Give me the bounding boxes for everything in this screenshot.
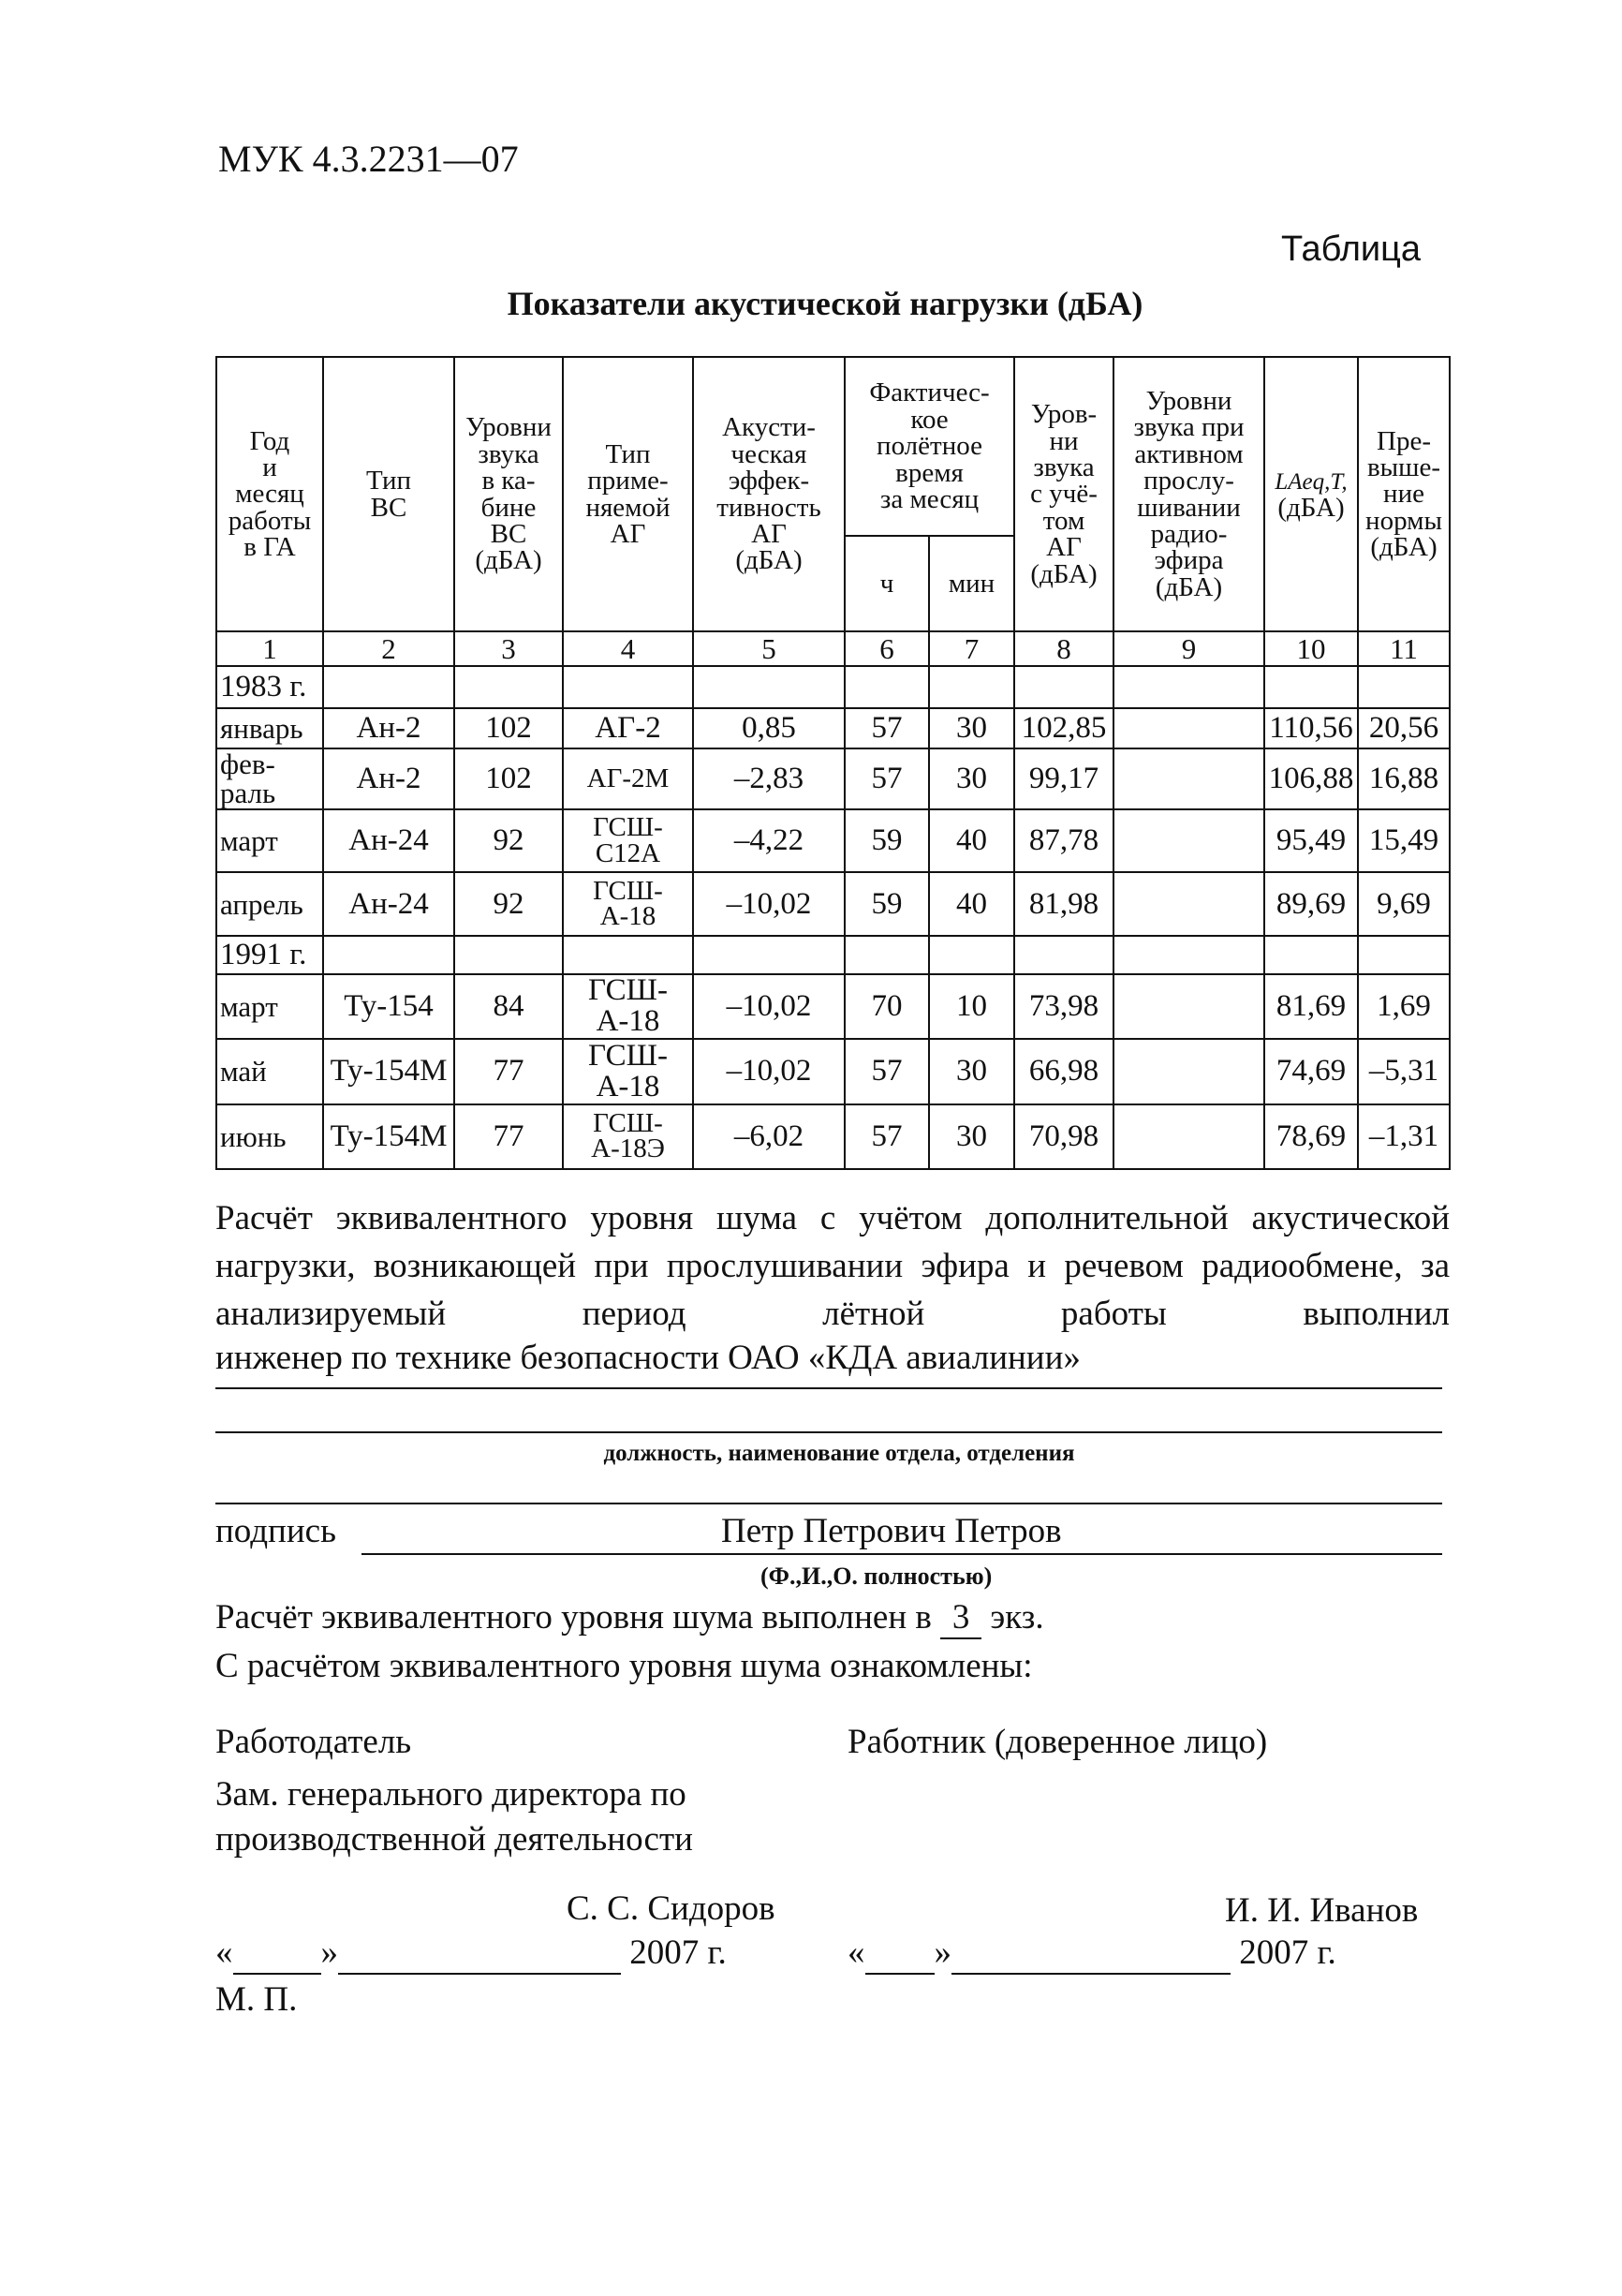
column-number: 5 (693, 631, 845, 666)
copies-line (215, 1597, 1044, 1639)
header-flight-time: Фактичес- кое полётное время за месяц (845, 357, 1014, 536)
laeq-symbol: LAeq,T, (1275, 469, 1348, 496)
header-row (216, 357, 1450, 536)
header-hours: ч (845, 536, 929, 631)
employee-date (848, 1933, 1336, 1975)
cell-min: 40 (929, 872, 1014, 935)
cell-active (1113, 974, 1264, 1039)
cell-excess: –1,31 (1358, 1104, 1450, 1169)
cell-headset: АГ-2 (563, 708, 693, 748)
cell-level: 102,85 (1014, 708, 1113, 748)
year-row-1991 (216, 936, 1450, 974)
cell-month: май (216, 1039, 323, 1104)
cell-cabin: 92 (454, 809, 563, 872)
cell-excess: 9,69 (1358, 872, 1450, 935)
header-year-month: Год и месяц работы в ГА (216, 357, 323, 631)
cell-month: январь (216, 708, 323, 748)
employer-position-2: производственной деятельности (215, 1820, 693, 1859)
table-row (216, 974, 1450, 1039)
cell-excess: 20,56 (1358, 708, 1450, 748)
column-number: 10 (1264, 631, 1358, 666)
header-active-listening: Уровни звука при активном прослу- шивании радио- эфира (дБА) (1113, 357, 1264, 631)
employer-month-blank (338, 1933, 621, 1975)
cell-headset: АГ-2М (563, 748, 693, 809)
year-1991: 1991 г. (216, 936, 323, 974)
cell-active (1113, 708, 1264, 748)
table-label: Таблица (1281, 230, 1421, 269)
cell-headset: ГСШ-А-18 (563, 872, 693, 935)
cell-effect: –10,02 (693, 1039, 845, 1104)
cell-h: 57 (845, 708, 929, 748)
performer-text: инженер по технике безопасности ОАО «КДА авиалинии» (215, 1339, 1081, 1377)
cell-headset: ГСШ-А-18Э (563, 1104, 693, 1169)
cell-laeq: 95,49 (1264, 809, 1358, 872)
column-number: 4 (563, 631, 693, 666)
position-line (215, 1431, 1442, 1433)
header-minutes: мин (929, 536, 1014, 631)
cell-month: фев-раль (216, 748, 323, 809)
cell-laeq: 89,69 (1264, 872, 1358, 935)
rows-1983 (216, 708, 1450, 936)
cell-effect: –2,83 (693, 748, 845, 809)
cell-h: 70 (845, 974, 929, 1039)
cell-level: 81,98 (1014, 872, 1113, 935)
cell-active (1113, 809, 1264, 872)
table-row (216, 1039, 1450, 1104)
cell-month: июнь (216, 1104, 323, 1169)
cell-level: 66,98 (1014, 1039, 1113, 1104)
employee-name: И. И. Иванов (1225, 1891, 1419, 1930)
table-title: Показатели акустической нагрузки (дБА) (507, 285, 1143, 322)
table-row (216, 748, 1450, 809)
cell-laeq: 106,88 (1264, 748, 1358, 809)
cell-cabin: 102 (454, 748, 563, 809)
employer-name: С. С. Сидоров (567, 1889, 775, 1928)
employer-day-blank (233, 1933, 321, 1975)
cell-laeq: 74,69 (1264, 1039, 1358, 1104)
cell-effect: –10,02 (693, 974, 845, 1039)
cell-active (1113, 1039, 1264, 1104)
cell-excess: –5,31 (1358, 1039, 1450, 1104)
cell-effect: –6,02 (693, 1104, 845, 1169)
cell-excess: 16,88 (1358, 748, 1450, 809)
cell-excess: 1,69 (1358, 974, 1450, 1039)
column-number: 1 (216, 631, 323, 666)
cell-month: март (216, 974, 323, 1039)
cell-active (1113, 872, 1264, 935)
column-number: 3 (454, 631, 563, 666)
cell-aircraft: Ту-154М (323, 1039, 454, 1104)
cell-headset: ГСШ-С12А (563, 809, 693, 872)
copies-prefix: Расчёт эквивалентного уровня шума выполнен в (215, 1598, 932, 1637)
cell-h: 57 (845, 1039, 929, 1104)
cell-cabin: 77 (454, 1039, 563, 1104)
cell-effect: 0,85 (693, 708, 845, 748)
cell-month: март (216, 809, 323, 872)
column-number: 8 (1014, 631, 1113, 666)
copies-count: 3 (940, 1597, 981, 1639)
signature-underline (361, 1553, 1442, 1555)
employee-year: 2007 г. (1239, 1933, 1336, 1972)
cell-aircraft: Ту-154М (323, 1104, 454, 1169)
cell-cabin: 84 (454, 974, 563, 1039)
cell-aircraft: Ан-24 (323, 872, 454, 935)
signature-label: подпись (215, 1512, 336, 1550)
column-number: 9 (1113, 631, 1264, 666)
cell-active (1113, 1104, 1264, 1169)
cell-h: 57 (845, 1104, 929, 1169)
copies-suffix: экз. (990, 1598, 1044, 1637)
cell-laeq: 78,69 (1264, 1104, 1358, 1169)
cell-headset: ГСШ-А-18 (563, 1039, 693, 1104)
acoustic-load-table (215, 356, 1451, 1170)
acquainted-text: С расчётом эквивалентного уровня шума ознакомлены: (215, 1647, 1033, 1685)
stamp-place: М. П. (215, 1980, 298, 2019)
cell-level: 70,98 (1014, 1104, 1113, 1169)
rows-1991 (216, 974, 1450, 1169)
signature-name: Петр Петрович Петров (721, 1512, 1062, 1550)
employer-year: 2007 г. (629, 1933, 727, 1972)
column-number: 6 (845, 631, 929, 666)
document-code: МУК 4.3.2231—07 (218, 138, 519, 180)
cell-min: 10 (929, 974, 1014, 1039)
cell-cabin: 77 (454, 1104, 563, 1169)
cell-headset: ГСШ-А-18 (563, 974, 693, 1039)
header-aircraft-type: Тип ВС (323, 357, 454, 631)
date-close-quote: » (320, 1933, 338, 1972)
performer-line (215, 1338, 1442, 1378)
employer-label: Работодатель (215, 1723, 412, 1761)
cell-level: 99,17 (1014, 748, 1113, 809)
cell-level: 87,78 (1014, 809, 1113, 872)
cell-month: апрель (216, 872, 323, 935)
extra-line (215, 1503, 1442, 1504)
employee-day-blank (865, 1933, 935, 1975)
cell-aircraft: Ан-2 (323, 748, 454, 809)
calculation-paragraph: Расчёт эквивалентного уровня шума с учётом дополнительной акустической нагрузки, возникающей при прослушивании эфира и речевом радиообмене, за анализируемый период лётной работы выполнил (215, 1199, 1450, 1333)
header-acoustic-efficiency: Акусти- ческая эффек- тивность АГ (дБА) (693, 357, 845, 631)
cell-aircraft: Ан-2 (323, 708, 454, 748)
header-laeq (1264, 357, 1358, 631)
column-number: 11 (1358, 631, 1450, 666)
table-row (216, 1104, 1450, 1169)
year-1983: 1983 г. (216, 666, 323, 708)
cell-aircraft: Ту-154 (323, 974, 454, 1039)
cell-aircraft: Ан-24 (323, 809, 454, 872)
employee-month-blank (951, 1933, 1231, 1975)
cell-effect: –4,22 (693, 809, 845, 872)
header-headset-type: Тип приме- няемой АГ (563, 357, 693, 631)
cell-min: 40 (929, 809, 1014, 872)
column-numbers-row (216, 631, 1450, 666)
cell-min: 30 (929, 1039, 1014, 1104)
date-close-quote: » (934, 1933, 951, 1972)
table-row (216, 809, 1450, 872)
cell-min: 30 (929, 708, 1014, 748)
date-open-quote: « (215, 1933, 233, 1972)
header-norm-excess: Пре- выше- ние нормы (дБА) (1358, 357, 1450, 631)
position-caption: должность, наименование отдела, отделения (603, 1441, 1075, 1466)
cell-min: 30 (929, 748, 1014, 809)
employee-label: Работник (доверенное лицо) (848, 1723, 1268, 1761)
table-row (216, 872, 1450, 935)
column-number: 7 (929, 631, 1014, 666)
cell-cabin: 102 (454, 708, 563, 748)
date-open-quote: « (848, 1933, 865, 1972)
cell-h: 57 (845, 748, 929, 809)
cell-h: 59 (845, 872, 929, 935)
cell-cabin: 92 (454, 872, 563, 935)
fio-caption: (Ф.,И.,О. полностью) (760, 1563, 993, 1590)
employer-date (215, 1933, 727, 1975)
header-level-with-headset: Уров- ни звука с учё- том АГ (дБА) (1014, 357, 1113, 631)
laeq-unit: (дБА) (1277, 492, 1345, 523)
cell-effect: –10,02 (693, 872, 845, 935)
table-row (216, 708, 1450, 748)
performer-underline (215, 1387, 1442, 1389)
cell-level: 73,98 (1014, 974, 1113, 1039)
year-row-1983 (216, 666, 1450, 708)
cell-active (1113, 748, 1264, 809)
cell-h: 59 (845, 809, 929, 872)
employer-position-1: Зам. генерального директора по (215, 1775, 686, 1814)
cell-min: 30 (929, 1104, 1014, 1169)
cell-laeq: 110,56 (1264, 708, 1358, 748)
cell-excess: 15,49 (1358, 809, 1450, 872)
cell-laeq: 81,69 (1264, 974, 1358, 1039)
column-number: 2 (323, 631, 454, 666)
header-cabin-level: Уровни звука в ка- бине ВС (дБА) (454, 357, 563, 631)
